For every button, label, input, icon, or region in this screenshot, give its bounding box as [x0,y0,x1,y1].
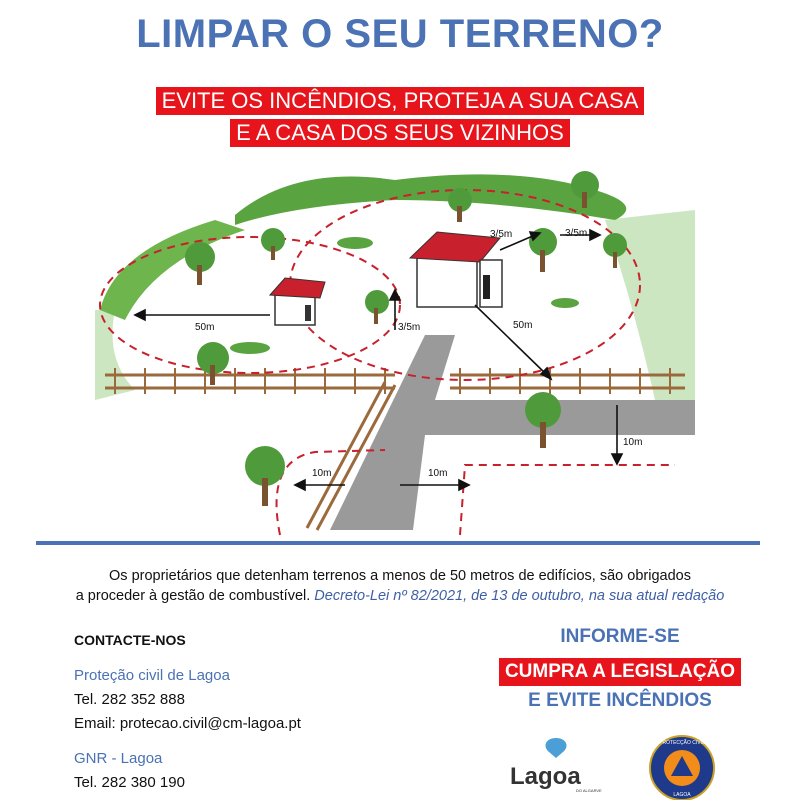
inform-line-2 [470,658,770,686]
svg-text:LAGOA: LAGOA [673,792,691,798]
inform-line-3: E EVITE INCÊNDIOS [528,690,712,711]
fence-left [105,368,395,394]
civil-protection-logo [642,728,722,800]
label-10m-right: 10m [623,437,643,448]
land-clearing-diagram [95,160,695,540]
gnr-phone: Tel. 282 380 190 [74,774,185,791]
svg-text:Lagoa: Lagoa [510,763,581,790]
legal-notice [0,566,800,606]
label-3-5m-top: 3/5m [490,229,513,240]
decree-reference: Decreto-Lei nº 82/2021, de 13 de outubro, na sua atual redação [314,588,725,604]
civil-protection-email: Email: protecao.civil@cm-lagoa.pt [74,715,301,732]
label-10m-left: 10m [312,468,332,479]
label-3-5m-right: 3/5m [565,228,588,239]
label-10m-mid: 10m [428,468,448,479]
legal-notice-text: a proceder à gestão de combustível. [75,588,311,604]
inform-line-1: INFORME-SE [560,626,680,647]
svg-text:PROTECÇÃO CIVIL: PROTECÇÃO CIVIL [659,740,705,746]
label-50m-right: 50m [513,320,533,331]
lagoa-logo [508,734,602,800]
legal-notice-line-1: Os proprietários que detenham terrenos a menos de 50 metros de edifícios, são obrigados [109,568,691,584]
svg-text:DO ALGARVE: DO ALGARVE [576,788,602,793]
warning-banner-text-1: EVITE OS INCÊNDIOS, PROTEJA A SUA CASA [156,87,645,115]
civil-protection-phone: Tel. 282 352 888 [74,691,185,708]
house-large [410,232,502,307]
hedge-top [235,174,626,225]
label-50m-left: 50m [195,322,215,333]
boundary-10m-right [460,465,675,535]
road [330,335,695,530]
inform-banner-text: CUMPRA A LEGISLAÇÃO [499,658,741,686]
house-small [270,278,325,325]
page-title: LIMPAR O SEU TERRENO? [136,12,664,56]
warning-banner-text-2: E A CASA DOS SEUS VIZINHOS [230,119,570,147]
section-divider [36,541,760,545]
civil-protection-name: Proteção civil de Lagoa [74,667,230,684]
warning-banner-line-2 [0,119,800,147]
gnr-name: GNR - Lagoa [74,750,163,767]
legal-notice-line-2 [0,586,800,606]
contacts-heading: CONTACTE-NOS [74,632,186,648]
label-3-5m-left: 3/5m [398,322,421,333]
warning-banner-line-1 [0,87,800,115]
